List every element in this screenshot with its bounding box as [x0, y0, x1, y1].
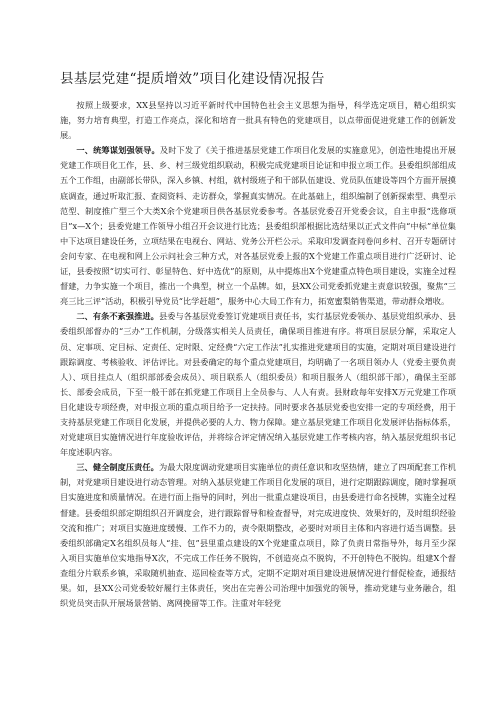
section-2-text: 县委与各基层党委签订党建项目责任书，实行基层党委领办、基层党组织承办、县委组织部督办的“三办”工作机制，分级落实相关人员责任，确保项目推进有序。将项目层层分解，采取定人员、定事项、定目标、定责任、定时限、定经费“六定工作法”扎实推进党建项目的实施，定期对项目建设进行跟踪调度、考核验收、评估评比。对县委确定的每个重点党建项目，均明确了一名项目领办人（党委主要负责人）、项目挂点人（组织部部委会成员）、项目联系人（组织委员）和项目服务人（组织部干部），确保主至部长、部委会成员，下至一般干部在抓党建工作项目上全员参与、人人有责。县财政每年安排X万元党建工作项目化建设专项经费，对申报立项的重点项目给予一定扶持。同时要求各基层党委也安排一定的专项经费，用于支持基层党建工作项目化发展，并提供必要的人力、物力保障。建立基层党建工作项目化发展评估指标体系，对党建项目实施情况进行年度验收评估，并将综合评定情况纳入基层党建工作考核内容，纳入基层党组织书记年度述职内容。 — [60, 311, 456, 458]
intro-paragraph: 按照上级要求，XX县坚持以习近平新时代中国特色社会主义思想为指导，科学选定项目，精心组织实施，努力培育典型，打造工作亮点，深化和培育一批具有特色的党建项目，以点带面促进党建工作的创新发展。 — [60, 100, 456, 141]
section-3-paragraph — [60, 460, 456, 611]
section-3-heading: 三、健全制度压责任。 — [76, 462, 159, 473]
document-body — [60, 98, 456, 611]
section-1-text: 及时下发了《关于推进基层党建工作项目化发展的实施意见》，创造性地提出开展党建工作项目化工作，县、乡、村三级党组织联动，积极完成党建项目论证和申报立项工作。县委组织部组成五个工作组，由副部长带队，深入乡镇、村组，就村级班子和干部队伍建设、党员队伍建设等四个方面开展摸底调查，通过听取汇报、查阅资料、走访群众，掌握真实情况。在此基础上，组织编制了创新探索型、典型示范型、制度推广型三个大类X余个党建项目供各基层党委参考。各基层党委召开党委会议，自主申报“选修项目”x—X个；县委党建工作领导小组召开会议进行比选；县委组织部根据比选结果以正式文件向“中标”单位集中下达项目建设任务，立项结果在电视台、网站、党务公开栏公示。采取印发调查问卷问乡村、召开专题研讨会问专家、在电视和网上公示问社会三种方式，对各基层党委上报的X个党建工作重点项目进行广泛研讨、论证，县委按照“切实可行、彰显特色、好中选优”的原则，从中提炼出X个党建重点特色项目建设，实施全过程督建，力争实施一个项目，推出一个典型，树立一个品牌。如，县XX公司党委抓党建主责意识较强，聚焦“三亮三比三评”活动，积极引导党员“比学赶超”，服务中心大局工作有力，拓宽蜜梨销售渠道，带动群众增收。 — [60, 145, 456, 307]
section-1-heading: 一、统筹谋划强领导。 — [76, 145, 160, 156]
document-title: 县基层党建“提质增效”项目化建设情况报告 — [60, 71, 325, 87]
section-2-heading: 二、有条不紊强推进。 — [76, 311, 159, 322]
section-2-paragraph — [60, 309, 456, 460]
section-3-text: 为最大限度调动党建项目实施单位的责任意识和攻坚热情，建立了四项配套工作机制，对党建项目建设进行动态管理。对纳入基层党建工作项目化发展的项目，进行定期跟踪调度，随时掌握项目实施进度和质量情况。在进行面上指导的同时，列出一批重点建设项目，由县委进行命名授牌，实施全过程督建。县委组织部定期组织召开调度会，进行跟踪督导和检查督导，对完成进度快、效果好的，及时组织经验交流和推广；对项目实施进度缓慢、工作不力的，责令限期整改，必要时对项目主体和内容进行适当调整。县委组织部确定X名组织员每人“挂、包”县里重点建设的X个党建重点项目，除了负责日常指导外，每月至少深入项目实施单位实地指导X次，不完成工作任务不脱钩，不创造亮点不脱钩，不开创特色不脱钩。组建X个督查组分片联系乡镇，采取随机抽查、巡回检查等方式，定期不定期对项目建设进展情况进行督促检查，通报结果。如，县XX公司党委较好履行主体责任，突出在完善公司治理中加强党的领导，推动党建与业务融合，组织党员突击队开展场景营销、离网挽留等工作。注重对年轻党 — [60, 462, 456, 609]
section-1-paragraph — [60, 143, 456, 309]
